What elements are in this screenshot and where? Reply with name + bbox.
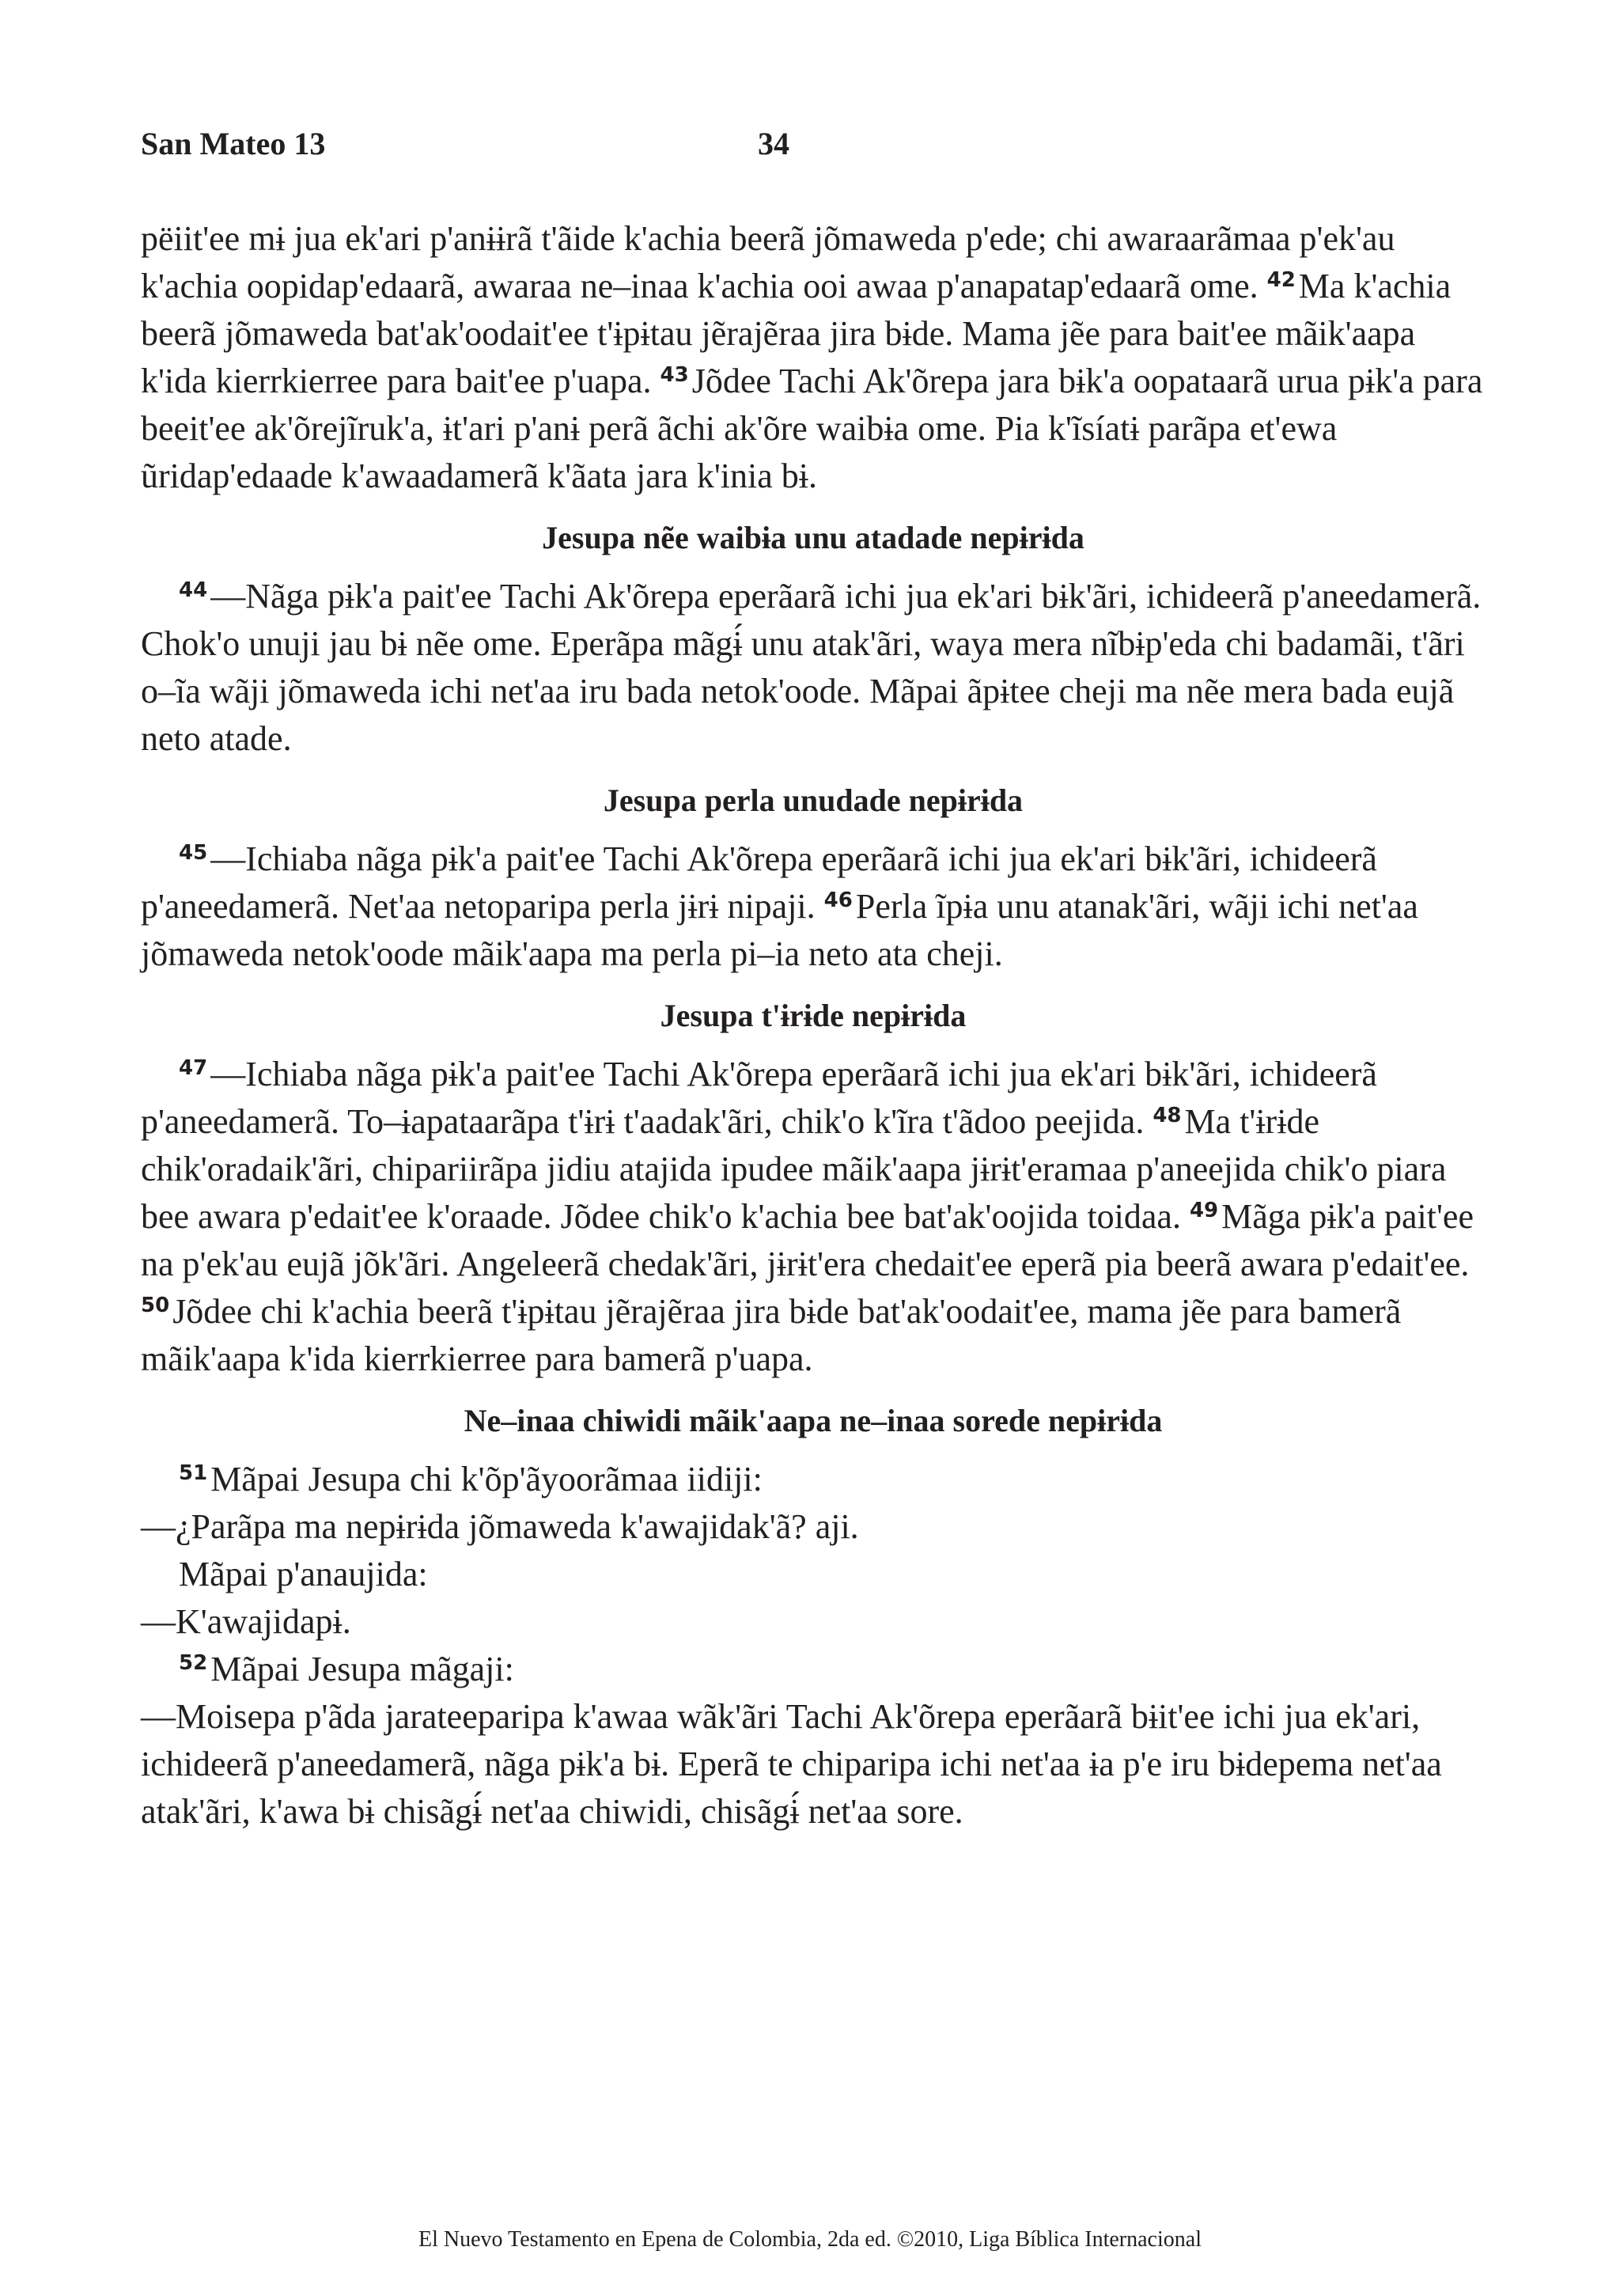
dialogue-line: —¿Parãpa ma nepɨrɨda jõmaweda k'awajidak'ã? aji. xyxy=(141,1507,859,1546)
paragraph xyxy=(141,1051,1486,1383)
verse-number: 48 xyxy=(1153,1104,1182,1127)
paragraph: Mãpai p'anaujida: xyxy=(179,1555,428,1593)
page-number: 34 xyxy=(758,126,789,161)
verse-number: 42 xyxy=(1266,268,1296,292)
verse-text: —Nãga pɨk'a pait'ee Tachi Ak'õrepa eperãarã ichi jua ek'ari bɨk'ãri, ichideerã p'aneedamerã. Chok'o unuji jau bɨ nẽe ome. Eperãpa mãgɨ́ unu atak'ãri, waya mera nĩbɨp'eda chi badamãi, t'ãri o–ĩa wãji jõmaweda ichi net'aa iru bada netok'oode. Mãpai ãpɨtee cheji ma nẽe mera bada eujã neto atade. xyxy=(141,577,1482,758)
verse-number: 52 xyxy=(179,1651,208,1675)
verse-text: Perla ĩpɨa unu atanak'ãri, wãji ichi net'aa jõmaweda netok'oode mãik'aapa ma perla pi–ia neto ata cheji. xyxy=(141,887,1418,973)
verse-text: Mãpai Jesupa mãgaji: xyxy=(210,1650,514,1688)
verse-text: Jõdee Tachi Ak'õrepa jara bɨk'a oopataarã urua pɨk'a para beeit'ee ak'õrejĩruk'a, ɨt'ari p'anɨ perã ãchi ak'õre waibɨa ome. Pia k'ĩsíatɨ parãpa et'ewa ũridap'edaade k'awaadamerã k'ãata jara k'inia bɨ. xyxy=(141,362,1483,495)
verse-text: Mãga pɨk'a pait'ee na p'ek'au eujã jõk'ãri. Angeleerã chedak'ãri, jɨrɨt'era chedait'ee eperã pia beerã awara p'edait'ee. xyxy=(141,1197,1474,1283)
book-chapter-title: San Mateo 13 xyxy=(141,126,326,161)
verse-text: Mãpai Jesupa chi k'õp'ãyoorãmaa iidiji: xyxy=(210,1460,763,1498)
verse-number: 50 xyxy=(141,1294,170,1317)
section-heading: Jesupa nẽe waibɨa unu atadade nepɨrɨda xyxy=(542,520,1084,555)
section-heading: Jesupa t'ɨrɨde nepɨrɨda xyxy=(660,998,967,1033)
section-heading: Ne–inaa chiwidi mãik'aapa ne–inaa sorede nepɨrɨda xyxy=(464,1403,1163,1438)
paragraph xyxy=(141,835,1486,978)
verse-text: Ma t'ɨrɨde chik'oradaik'ãri, chipariirãpa jidiu atajida ipudee mãik'aapa jɨrɨt'eramaa p'aneejida chik'o piara bee awara p'edait'ee k'oraade. Jõdee chik'o k'achia bee bat'ak'oojida toidaa. xyxy=(141,1102,1447,1236)
verse-number: 49 xyxy=(1189,1199,1219,1222)
section-heading: Jesupa perla unudade nepɨrɨda xyxy=(603,782,1024,818)
dialogue-line: —K'awajidapɨ. xyxy=(141,1602,351,1641)
running-header xyxy=(141,125,1486,172)
paragraph xyxy=(141,1456,1486,1503)
verse-number: 44 xyxy=(179,578,208,602)
verse-text: pëiit'ee mɨ jua ek'ari p'anɨɨrã t'ãide k'achia beerã jõmaweda p'ede; chi awaraarãmaa p'ek'au k'achia oopidap'edaarã, awaraa ne–inaa k'achia ooi awaa p'anapatap'edaarã ome. xyxy=(141,219,1395,305)
dialogue-paragraph: —Moisepa p'ãda jarateeparipa k'awaa wãk'ãri Tachi Ak'õrepa eperãarã bɨit'ee ichi jua ek'ari, ichideerã p'aneedamerã, nãga pɨk'a bɨ. Eperã te chiparipa ichi net'aa ɨa p'e iru bɨdepema net'aa atak'ãri, k'awa bɨ chisãgɨ́ net'aa chiwidi, chisãgɨ́ net'aa sore. xyxy=(141,1697,1442,1831)
page-body xyxy=(141,215,1486,1836)
paragraph xyxy=(141,573,1486,763)
verse-number: 45 xyxy=(179,841,208,865)
verse-text: —Ichiaba nãga pɨk'a pait'ee Tachi Ak'õrepa eperãarã ichi jua ek'ari bɨk'ãri, ichideerã p'aneedamerã. To–ɨapataarãpa t'ɨrɨ t'aadak'ãri, chik'o k'ĩra t'ãdoo peejida. xyxy=(141,1055,1377,1141)
verse-text: —Ichiaba nãga pɨk'a pait'ee Tachi Ak'õrepa eperãarã ichi jua ek'ari bɨk'ãri, ichideerã p'aneedamerã. Net'aa netoparipa perla jɨrɨ nipaji. xyxy=(141,839,1377,926)
paragraph xyxy=(141,215,1486,500)
verse-number: 43 xyxy=(660,363,689,387)
verse-number: 46 xyxy=(823,888,853,912)
verse-number: 47 xyxy=(179,1056,208,1080)
verse-text: Ma k'achia beerã jõmaweda bat'ak'oodait'ee t'ɨpɨtau jẽrajẽraa jira bɨde. Mama jẽe para bait'ee mãik'aapa k'ida kierrkierree para bait'ee p'uapa. xyxy=(141,267,1452,400)
copyright-footer: El Nuevo Testamento en Epena de Colombia, 2da ed. ©2010, Liga Bíblica Internacional xyxy=(418,2227,1202,2252)
verse-number: 51 xyxy=(179,1461,208,1485)
paragraph xyxy=(141,1646,1486,1693)
verse-text: Jõdee chi k'achia beerã t'ɨpɨtau jẽrajẽraa jira bɨde bat'ak'oodait'ee, mama jẽe para bamerã mãik'aapa k'ida kierrkierree para bamerã p'uapa. xyxy=(141,1292,1402,1378)
